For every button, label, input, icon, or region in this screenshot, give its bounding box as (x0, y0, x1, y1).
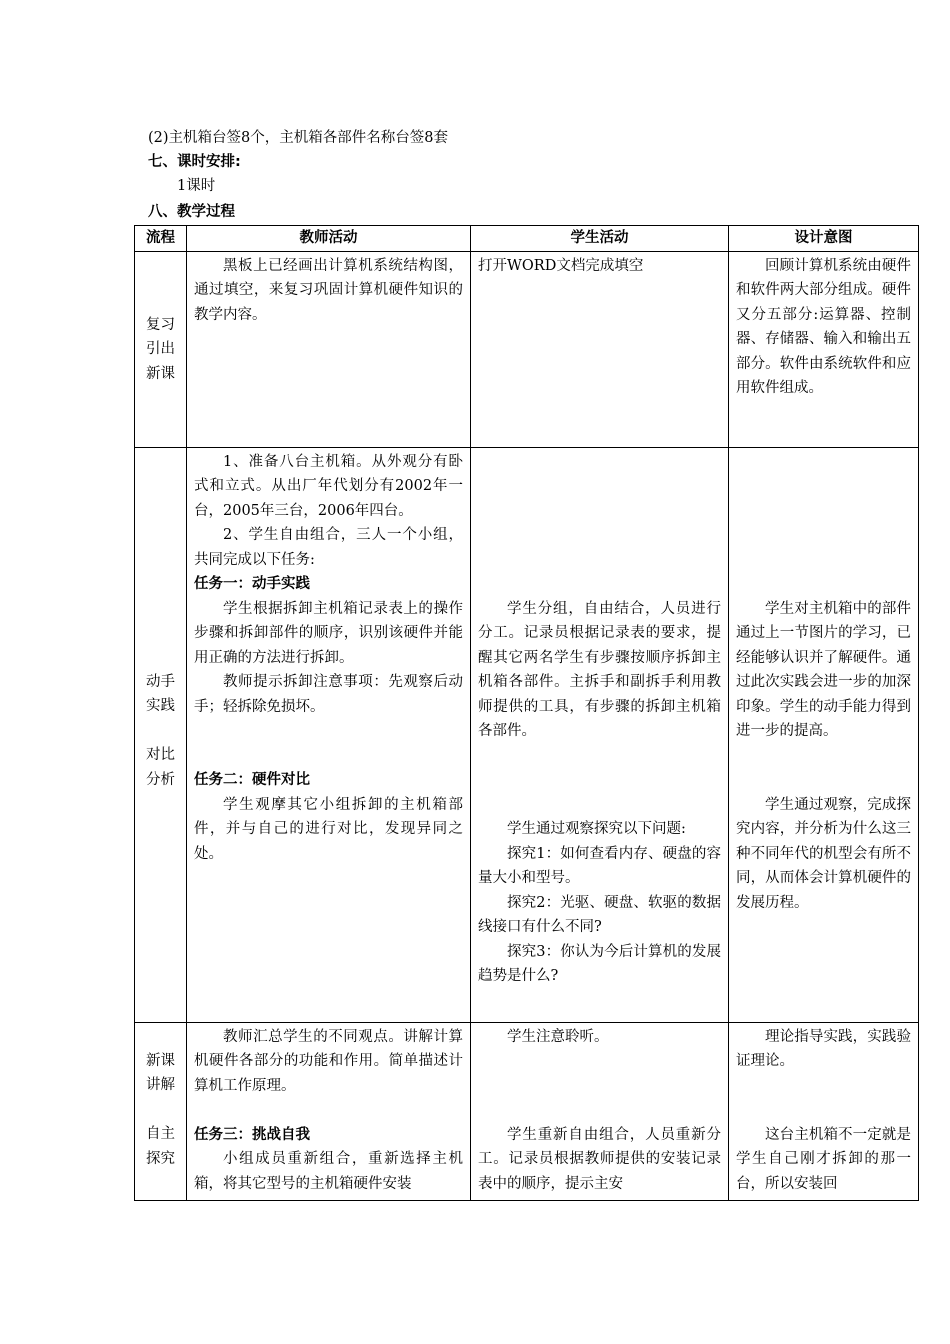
flow-label: 新课 (146, 365, 175, 382)
intent-text: 学生对主机箱中的部件通过上一节图片的学习，已经能够认识并了解硬件。通过此次实践会进一步的加深印象。学生的动手能力得到进一步的提高。 (736, 600, 911, 739)
flow-label: 新课 (146, 1052, 175, 1069)
section-7-heading: 七、课时安排: (148, 154, 241, 170)
teacher-text: 1、准备八台主机箱。从外观分有卧式和立式。从出厂年代划分有2002年一台，2005年三台，2006年四台。 (194, 453, 463, 519)
student-activity-cell (471, 251, 729, 447)
design-intent-cell (729, 1022, 919, 1200)
intent-text: 回顾计算机系统由硬件和软件两大部分组成。硬件又分五部分:运算器、控制器、存储器、输入和输出五部分。软件由系统软件和应用软件组成。 (736, 257, 911, 396)
table-row (135, 447, 919, 1022)
teacher-text: 2、学生自由组合，三人一个小组，共同完成以下任务: (194, 527, 463, 568)
table-header-row (135, 226, 919, 252)
teacher-text: 黑板上已经画出计算机系统结构图，通过填空，来复习巩固计算机硬件知识的教学内容。 (194, 257, 463, 323)
flow-cell (135, 447, 187, 1022)
teacher-text: 教师提示拆卸注意事项：先观察后动手；轻拆除免损坏。 (194, 674, 463, 715)
flow-label: 实践 (146, 698, 175, 714)
student-text: 学生注意聆听。 (507, 1028, 609, 1045)
class-hours: 1课时 (177, 178, 216, 194)
student-activity-cell (471, 1022, 729, 1200)
intent-text: 理论指导实践，实践验证理论。 (736, 1028, 911, 1069)
intent-text: 这台主机箱不一定就是学生自己刚才拆卸的那一台，所以安装回 (736, 1126, 911, 1192)
header-student-activity: 学生活动 (471, 226, 729, 252)
materials-item-2: (2)主机箱台签8个，主机箱各部件名称台签8套 (148, 130, 448, 146)
flow-cell (135, 251, 187, 447)
design-intent-cell (729, 447, 919, 1022)
flow-label: 动手 (146, 673, 175, 690)
teacher-text: 教师汇总学生的不同观点。讲解计算机硬件各部分的功能和作用。简单描述计算机工作原理。 (194, 1028, 463, 1094)
flow-cell (135, 1022, 187, 1200)
student-activity-cell (471, 447, 729, 1022)
student-text: 学生通过观察探究以下问题: (507, 821, 686, 837)
flow-label: 探究 (146, 1150, 175, 1167)
section-8-heading: 八、教学过程 (148, 204, 235, 220)
intent-text: 学生通过观察，完成探究内容，并分析为什么这三种不同年代的机型会有所不同，从而体会计算机硬件的发展历程。 (736, 796, 911, 911)
table-row (135, 1022, 919, 1200)
student-text: 探究3：你认为今后计算机的发展趋势是什么? (478, 943, 721, 984)
teacher-text: 学生观摩其它小组拆卸的主机箱部件，并与自己的进行对比，发现异同之处。 (194, 796, 463, 862)
flow-label: 分析 (146, 771, 175, 788)
table-row (135, 251, 919, 447)
header-flow: 流程 (135, 226, 187, 252)
flow-label: 讲解 (146, 1077, 175, 1093)
task-2-title: 任务二：硬件对比 (194, 772, 310, 788)
teacher-activity-cell (187, 251, 471, 447)
student-text: 学生分组，自由结合，人员进行分工。记录员根据记录表的要求，提醒其它两名学生有步骤按顺序拆卸主机箱各部件。主拆手和副拆手利用教师提供的工具，有步骤的拆卸主机箱各部件。 (478, 600, 721, 739)
header-design-intent: 设计意图 (729, 226, 919, 252)
teaching-process-table (134, 225, 919, 1201)
student-text: 探究1：如何查看内存、硬盘的容量大小和型号。 (478, 845, 721, 886)
header-teacher-activity: 教师活动 (187, 226, 471, 252)
flow-label: 自主 (146, 1126, 175, 1142)
flow-label: 对比 (146, 747, 175, 763)
student-text: 学生重新自由组合，人员重新分工。记录员根据教师提供的安装记录表中的顺序，提示主安 (478, 1126, 721, 1192)
task-1-title: 任务一：动手实践 (194, 576, 310, 592)
teacher-text: 学生根据拆卸主机箱记录表上的操作步骤和拆卸部件的顺序，识别该硬件并能用正确的方法进行拆卸。 (194, 600, 463, 666)
student-text: 打开WORD文档完成填空 (478, 257, 644, 274)
design-intent-cell (729, 251, 919, 447)
student-text: 探究2：光驱、硬盘、软驱的数据线接口有什么不同? (478, 894, 721, 935)
teacher-activity-cell (187, 1022, 471, 1200)
teacher-activity-cell (187, 447, 471, 1022)
task-3-title: 任务三：挑战自我 (194, 1126, 310, 1143)
flow-label: 引出 (146, 341, 175, 357)
flow-label: 复习 (146, 316, 175, 333)
teacher-text: 小组成员重新组合，重新选择主机箱，将其它型号的主机箱硬件安装 (194, 1151, 463, 1192)
